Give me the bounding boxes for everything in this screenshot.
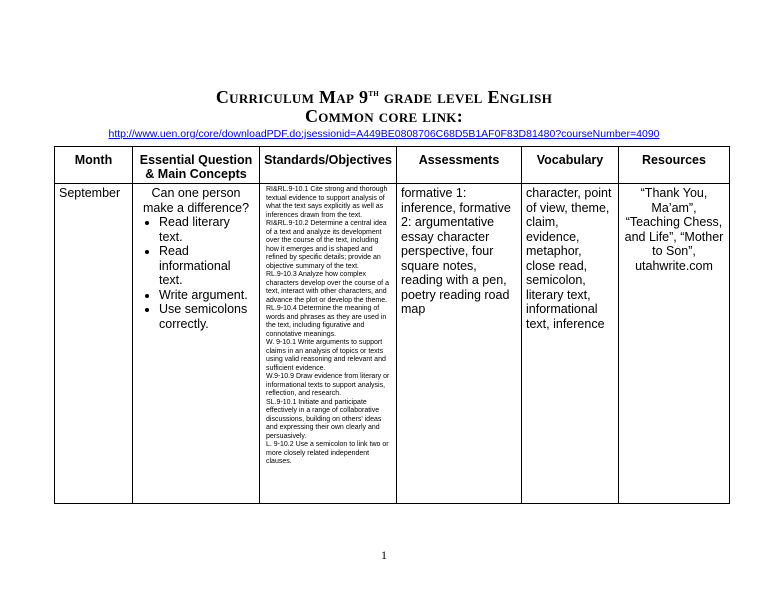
document-title-line1: Curriculum Map 9th grade level English [215, 87, 553, 107]
cell-resources: “Thank You, Ma’am”, “Teaching Chess, and Life”, “Mother to Son”, utahwrite.com [619, 184, 730, 504]
list-item: • Write argument. [159, 288, 255, 303]
cell-standards [260, 184, 397, 504]
header-resources: Resources [619, 147, 730, 184]
header-month: Month [55, 147, 133, 184]
table-row [55, 184, 730, 504]
cell-vocabulary: character, point of view, theme, claim, evidence, metaphor, close read, semicolon, literary text, informational text, inference [522, 184, 619, 504]
cell-month: September [55, 184, 133, 504]
standards-text: RI&RL.9-10.1 Cite strong and thorough textual evidence to support analysis of what the text says explicitly as well as inferences drawn from the text. RI&RL.9-10.2 Determine a central idea of a text and analyze its development over the course of the text, including how it emerges and is shaped and refined by specific details; provide an objective summary of the text. RL.9-10.3 Analyze how complex characters develop over the course of a text, interact with other characters, and advance the plot or develop the theme. RL.9-10.4 Determine the meaning of words and phrases as they are used in the text, including figurative and connotative meanings. W. 9-10.1 Write arguments to support claims in an analysis of topics or texts using valid reasoning and relevant and sufficient evidence. W.9-10.9 Draw evidence from literary or informational texts to support analysis, reflection, and research. SL.9-10.1 Initiate and participate effectively in a range of collaborative discussions, building on others' ideas and expressing their own clearly and persuasively. L. 9-10.2 Use a semicolon to link two or more closely related independent clauses. [266, 186, 390, 465]
essential-question: Can one person make a difference? [142, 186, 250, 215]
cell-assessments: formative 1: inference, formative 2: argumentative essay character perspective, four square notes, reading with a pen, poetry reading road map [397, 184, 522, 504]
cell-essential-question [133, 184, 260, 504]
header-vocabulary: Vocabulary [522, 147, 619, 184]
list-item: • Read literary text. [159, 215, 255, 244]
header-essential-question: Essential Question & Main Concepts [133, 147, 260, 184]
header-standards: Standards/Objectives [260, 147, 397, 184]
list-item: • Read informational text. [159, 244, 255, 288]
common-core-link[interactable]: http://www.uen.org/core/downloadPDF.do;jsessionid=A449BE0808706C68D5B1AF0F83D81480?courseNumber=4090 [108, 128, 660, 140]
list-item: • Use semicolons correctly. [159, 302, 255, 331]
document-title-line2: Common core link: [304, 106, 464, 126]
page-number: 1 [381, 548, 387, 562]
curriculum-table [54, 146, 730, 504]
header-assessments: Assessments [397, 147, 522, 184]
table-header-row [55, 147, 730, 184]
concepts-list [137, 215, 255, 331]
